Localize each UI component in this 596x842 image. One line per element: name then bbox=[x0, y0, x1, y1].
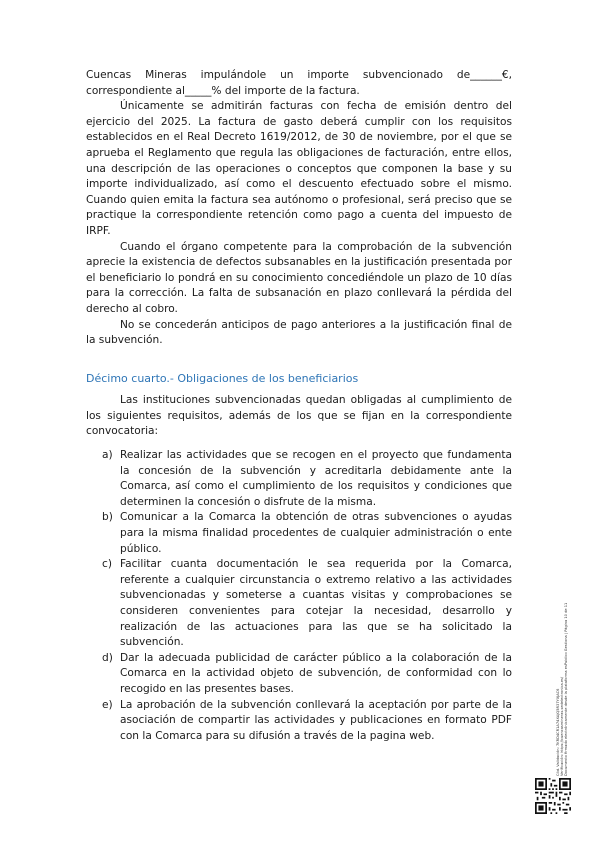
verification-url[interactable]: Verificación: https://cuencasmineras.sedelectronica.es/ bbox=[560, 676, 565, 776]
list-item bbox=[86, 557, 512, 651]
paragraph-subsanacion: Cuando el órgano competente para la comprobación de la subvención aprecie la existencia de defectos subsanables en la justificación presentada por el beneficiario lo pondrá en su conocimiento concediéndole un plazo de 10 días para la corrección. La falta de subsanación en plazo conllevará la pérdida del derecho al cobro. bbox=[86, 240, 512, 315]
list-item bbox=[86, 448, 512, 510]
section-intro: Las instituciones subvencionadas quedan obligadas al cumplimiento de los siguientes requisitos, además de los que se fijan en la correspondiente convocatoria: bbox=[86, 394, 512, 438]
list-item-text: Facilitar cuanta documentación le sea requerida por la Comarca, referente a cualquier circunstancia o extremo relativo a las actividades subvencionadas y someterse a cuantas visitas y comprobaciones se consideren convenientes para cotejar la necesidad, desarrollo y realización de las actuaciones para las que se ha solicitado la subvención. bbox=[120, 558, 512, 649]
list-item-text: La aprobación de la subvención conllevará la aceptación por parte de la asociación de compartir las actividades y publicaciones en formato PDF con la Comarca para su difusión a través de la pagina web. bbox=[120, 698, 512, 742]
spacer bbox=[86, 349, 512, 371]
signature-note: Documento firmado electrónicamente desde la plataforma esPublico Gestiona | Página 10 de 11 bbox=[564, 602, 569, 776]
validation-code: Cód. Validación: 7KRD4CR1A74XAJQ5R37YXJAC6 bbox=[556, 688, 560, 776]
list-item bbox=[86, 698, 512, 745]
list-marker: d) bbox=[102, 651, 113, 664]
list-marker: a) bbox=[102, 449, 113, 462]
list-item-text: Realizar las actividades que se recogen en el proyecto que fundamenta la concesión de la subvención y acreditarla debidamente ante la Comarca, así como el cumplimiento de los requisitos y condiciones que determinen la concesión o disfrute de la misma. bbox=[120, 449, 512, 508]
validation-stamp bbox=[548, 514, 569, 776]
qr-code-icon bbox=[535, 778, 571, 814]
paragraph-importe: Cuencas Mineras impulándole un importe subvencionado de______€, correspondiente al_____% del importe de la factura. bbox=[86, 69, 512, 97]
paragraph-facturas: Únicamente se admitirán facturas con fecha de emisión dentro del ejercicio del 2025. La factura de gasto deberá cumplir con los requisitos establecidos en el Real Decreto 1619/2012, de 30 de noviembre, por el que se aprueba el Reglamento que regula las obligaciones de facturación, entre ellos, una descripción de las operaciones o conceptos que componen la base y su importe individualizado, así como el descuento efectuado sobre el mismo. Cuando quien emita la factura sea autónomo o profesional, será preciso que se practique la correspondiente retención como pago a cuenta del impuesto de IRPF. bbox=[86, 100, 512, 237]
list-item-text: Comunicar a la Comarca la obtención de otras subvenciones o ayudas para la misma finalidad procedentes de cualquier administración o ente público. bbox=[120, 511, 512, 555]
list-marker: b) bbox=[102, 511, 113, 524]
list-marker: e) bbox=[102, 698, 113, 711]
section-heading: Décimo cuarto.- Obligaciones de los beneficiarios bbox=[86, 371, 359, 385]
list-marker: c) bbox=[102, 558, 112, 571]
list-item bbox=[86, 651, 512, 698]
list-item-text: Dar la adecuada publicidad de carácter público a la colaboración de la Comarca en la actividad objeto de subvención, de conformidad con lo recogido en las presentes bases. bbox=[120, 651, 512, 695]
list-item bbox=[86, 510, 512, 557]
paragraph-anticipos: No se concederán anticipos de pago anteriores a la justificación final de la subvención. bbox=[86, 318, 512, 347]
document-body bbox=[86, 68, 512, 744]
requirements-list bbox=[86, 448, 512, 744]
